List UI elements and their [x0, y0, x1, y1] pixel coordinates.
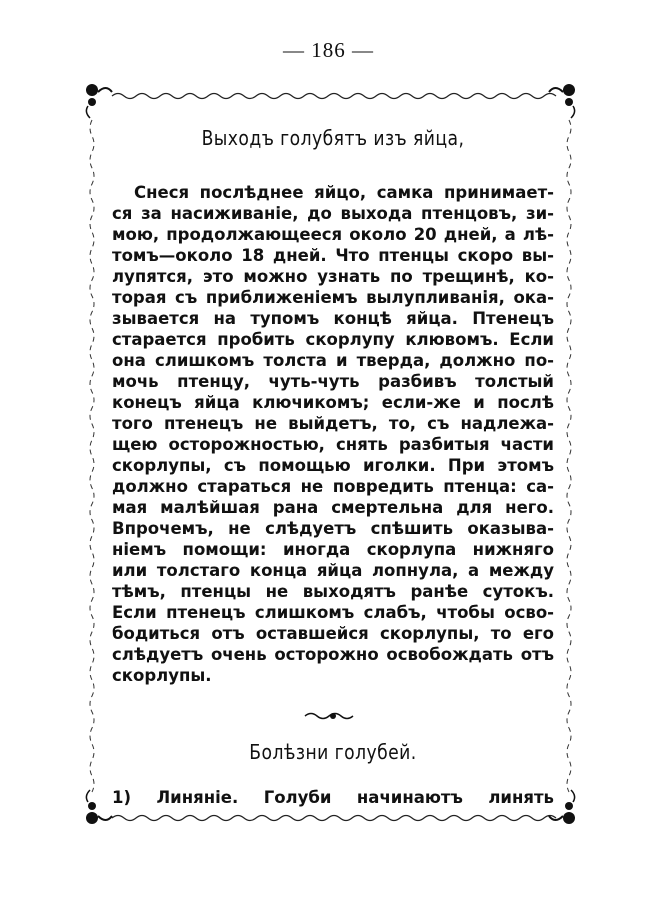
text-line: Снеся послѣднее яйцо, самка принимает- — [134, 183, 554, 202]
text-line: мая малѣйшая рана смертельна для него. — [112, 498, 554, 517]
page-number: — 186 — — [283, 38, 374, 62]
text-line: зывается на тупомъ концѣ яйца. Птенецъ — [112, 309, 554, 328]
divider-ornament — [303, 710, 363, 722]
text-line: скорлупы. — [112, 666, 212, 685]
list-item-molting — [112, 788, 554, 807]
corner-ornament-top-left — [86, 84, 112, 118]
text-line: должно стараться не повредить птенца: са- — [112, 477, 554, 496]
paragraph-hatching — [112, 182, 554, 686]
page-content — [112, 110, 554, 807]
text-line: щею осторожностью, снять разбитыя части — [112, 435, 554, 454]
text-line: конецъ яйца ключикомъ; если-же и послѣ — [112, 393, 554, 412]
text-line: она слишкомъ толста и тверда, должно по- — [112, 351, 554, 370]
text-line: того птенецъ не выйдетъ, то, съ надлежа- — [112, 414, 554, 433]
text-line: скорлупы, съ помощью иголки. При этомъ — [112, 456, 554, 475]
text-line: мою, продолжающееся около 20 дней, а лѣ- — [112, 225, 554, 244]
section-title-hatching: Выходъ голубятъ изъ яйца, — [201, 126, 465, 150]
text-line: старается пробить скорлупу клювомъ. Если — [112, 330, 554, 349]
text-line: ся за насиживаніе, до выхода птенцовъ, зи- — [112, 204, 554, 223]
text-line: или толстаго конца яйца лопнула, а между — [112, 561, 554, 580]
item-word: линять — [488, 788, 554, 807]
text-line: мочь птенцу, чуть-чуть разбивъ толстый — [112, 372, 554, 391]
text-line: томъ—около 18 дней. Что птенцы скоро вы- — [112, 246, 554, 265]
text-line: слѣдуетъ очень осторожно освобождать отъ — [112, 645, 554, 664]
text-line: тѣмъ, птенцы не выходятъ ранѣе сутокъ. — [112, 582, 554, 601]
item-number: 1) — [112, 788, 132, 807]
text-line: Впрочемъ, не слѣдуетъ спѣшить оказыва- — [112, 519, 554, 538]
item-word: Линяніе. — [156, 788, 239, 807]
text-line: бодиться отъ оставшейся скорлупы, то его — [112, 624, 554, 643]
item-word: Голуби — [263, 788, 332, 807]
text-line: лупятся, это можно узнать по трещинѣ, ко- — [112, 267, 554, 286]
text-line: торая съ приближеніемъ вылупливанія, ока- — [112, 288, 554, 307]
text-line: ніемъ помощи: иногда скорлупа нижняго — [112, 540, 554, 559]
section-title-diseases: Болѣзни голубей. — [249, 740, 417, 764]
text-line: Если птенецъ слишкомъ слабъ, чтобы осво- — [112, 603, 554, 622]
corner-ornament-bottom-left — [86, 790, 112, 824]
item-word: начинаютъ — [356, 788, 463, 807]
